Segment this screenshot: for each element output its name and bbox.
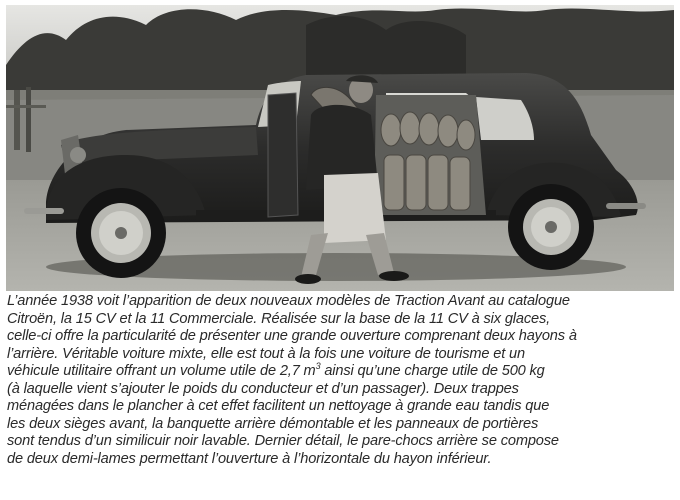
caption-line: de deux demi-lames permettant l’ouverture à l’horizontale du hayon inférieur.: [7, 450, 492, 467]
caption-line: l’arrière. Véritable voiture mixte, elle est tout à la fois une voiture de tourisme et un: [7, 345, 525, 362]
caption-line: (à laquelle vient s’ajouter le poids du conducteur et d’un passager). Deux trappes: [7, 380, 519, 397]
caption-line: [7, 363, 673, 381]
caption-line: les deux sièges avant, la banquette arrière démontable et les panneaux de portières: [7, 415, 539, 432]
caption-line-part: ainsi qu’une charge utile de 500 kg: [320, 363, 545, 379]
car-photograph: [6, 5, 674, 291]
caption-line: Citroën, la 15 CV et la 11 Commerciale. Réalisée sur la base de la 11 CV à six glaces,: [7, 310, 551, 327]
caption-text: [7, 293, 673, 468]
caption-line: sont tendus d’un similicuir noir lavable. Dernier détail, le pare-chocs arrière se compose: [7, 433, 559, 449]
caption-line-part: véhicule utilitaire offrant un volume utile de 2,7 m: [7, 363, 316, 379]
caption-line: ménagées dans le plancher à cet effet facilitent un nettoyage à grande eau tandis que: [7, 398, 550, 414]
caption-line: celle-ci offre la particularité de présenter une grande ouverture comprenant deux hayons à: [7, 328, 577, 344]
cubic-superscript: 3: [315, 361, 321, 372]
caption-line: L’année 1938 voit l’apparition de deux nouveaux modèles de Traction Avant au catalogue: [7, 293, 570, 309]
car-photo-illustration: [6, 5, 674, 291]
